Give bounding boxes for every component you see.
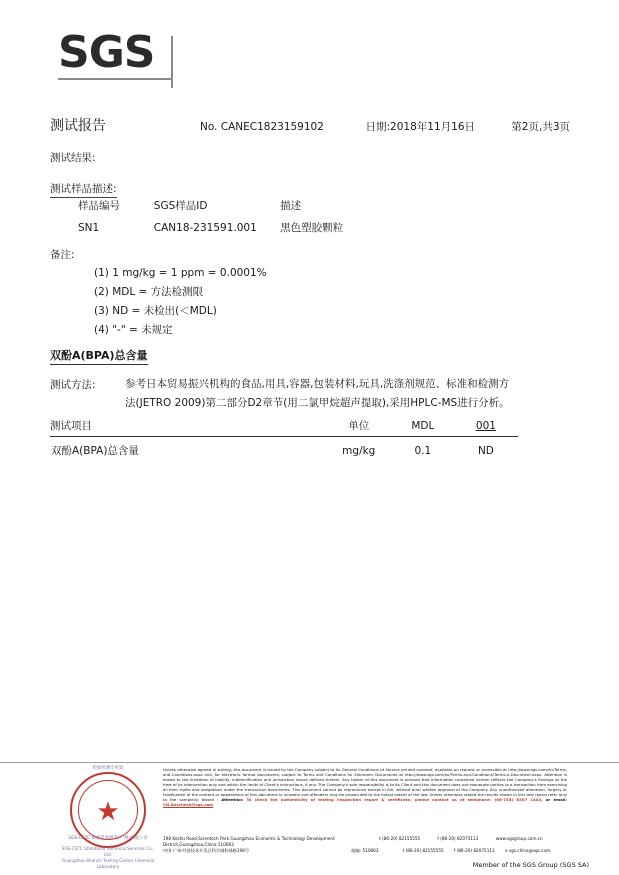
col-header-test-item: 测试项目	[50, 418, 326, 437]
website: www.sgsgroup.com.cn	[495, 836, 543, 841]
list-item: (4) "-" = 未规定	[94, 324, 173, 336]
sgs-logo-text: SGS	[58, 27, 155, 78]
logo-vertical-tick	[171, 36, 173, 88]
remarks-list	[94, 264, 267, 340]
col-header-mdl: MDL	[392, 418, 454, 437]
footer-legal-text	[163, 767, 567, 807]
attention-email-label: or email:	[545, 797, 567, 802]
col-header-description: 描述	[280, 200, 302, 212]
sgs-logo-block	[58, 27, 178, 80]
cell-description: 黑色塑胶颗粒	[280, 222, 344, 234]
logo-rule	[58, 78, 171, 80]
cell-sample-no: SN1	[78, 221, 100, 234]
table-header-row	[78, 198, 438, 220]
legal-paragraph: Unless otherwise agreed in writing, this document is issued by the Company subject to its General Conditions of Service printed overleaf, available on request or accessible at http://www.sgs.com/en/Terms-and-Conditions.aspx and, for electronic format documents, subject to Terms and Conditions for Electronic Documents at http://www.sgs.com/en/Terms-and-Conditions/Terms-e-Document.aspx. Attention is drawn to the limitation of liability, indemnification and jurisdiction issues defined therein. Any holder of this document is advised that information contained hereon reflects the Company's findings at the time of its intervention only and within the limits of Client's instructions, if any. The Company's sole responsibility is to its Client and this document does not exonerate parties to a transaction from exercising all their rights and obligations under the transaction documents. This document cannot be reproduced except in full, without prior written approval of the Company. Any unauthorized alteration, forgery or falsification of the content or appearance of this document is unlawful and offenders may be prosecuted to the fullest extent of the law. Unless otherwise stated the results shown in this test report refer only to the sample(s) tested .	[163, 767, 567, 802]
remarks-label: 备注:	[50, 249, 75, 261]
footer-member-text: Member of the SGS Group (SGS SA)	[472, 861, 589, 869]
col-header-sgs-id: SGS样品ID	[153, 200, 208, 212]
stamp-arc-top-text: 检验检测专用章	[92, 766, 124, 771]
tel-en: t (86-20) 82155555	[379, 836, 421, 841]
fax-en: f (86-20) 82075113	[437, 836, 479, 841]
bpa-section-heading: 双酚A(BPA)总含量	[50, 347, 148, 365]
attention-text: To check the authenticity of testing /inspection report & certificate, please contact us at telephone: (86-755) 8307 1443,	[246, 797, 543, 802]
address-row-en	[163, 836, 567, 848]
footer-divider	[0, 762, 619, 763]
sample-description-label: 测试样品描述:	[50, 181, 117, 198]
table-row	[50, 437, 518, 460]
bpa-result-table	[50, 418, 518, 459]
company-stamp	[61, 766, 155, 869]
col-header-unit: 单位	[326, 418, 392, 437]
star-icon: ★	[96, 797, 120, 827]
sample-description-table	[78, 198, 438, 235]
cell-sgs-id: CAN18-231591.001	[153, 221, 257, 234]
cell-mdl: 0.1	[414, 444, 432, 457]
tel-cn: t (86-20) 82155555	[402, 848, 444, 853]
fax-cn: f (86-20) 82075113	[453, 848, 495, 853]
list-item: (1) 1 mg/kg = 1 ppm = 0.0001%	[94, 267, 267, 279]
test-method-text	[125, 375, 525, 413]
attention-email: CN.Doccheck@sgs.com	[163, 802, 214, 807]
test-method-label: 测试方法:	[50, 379, 96, 391]
table-row	[78, 220, 438, 235]
page-title: 测试报告	[50, 118, 106, 134]
cell-result: ND	[477, 444, 494, 457]
col-header-sample-001: 001	[454, 418, 518, 437]
list-item: (3) ND = 未检出(＜MDL)	[94, 305, 217, 317]
stamp-caption	[58, 846, 158, 870]
stamp-caption-line-2: Guangzhou Branch Testing Center Chemical Laboratory	[61, 858, 155, 869]
attention-label: Attention:	[221, 797, 244, 802]
cell-unit: mg/kg	[342, 444, 376, 457]
method-line-1: 参考日本贸易振兴机构的食品,用具,容器,包装材料,玩具,洗涤剂规范、标准和检测方	[125, 378, 510, 390]
stamp-caption-line-1: SGS-CSTC Standards Technical Services Co., Ltd.	[61, 846, 155, 857]
method-line-2: 法(JETRO 2009)第二部分D2章节(用二氯甲烷超声提取),采用HPLC-MS进行分析。	[125, 397, 510, 409]
stamp-arc-bottom-text: SGS-CSTC 标准技术服务(广州)有限公司	[68, 836, 148, 841]
report-number: No. CANEC1823159102	[200, 121, 324, 133]
table-header-row	[50, 418, 518, 437]
postcode-cn: 邮编: 510663	[351, 848, 379, 853]
cell-test-item: 双酚A(BPA)总含量	[51, 445, 139, 457]
address-row-cn	[163, 848, 567, 854]
email-cn: e sgs.china@sgs.com	[505, 848, 551, 853]
test-results-label: 测试结果:	[50, 152, 96, 164]
col-header-sample-no: 样品编号	[78, 200, 120, 212]
address-en: 198 Kezhu Road,Scientech Park Guangzhou Economic & Technology Development District,Guangzhou,China 510663	[163, 836, 335, 847]
report-title-row	[50, 115, 570, 135]
footer-address-block	[163, 836, 567, 854]
page-indicator: 第2页,共3页	[511, 121, 570, 133]
address-cn	[163, 848, 347, 854]
list-item: (2) MDL = 方法检测限	[94, 286, 204, 298]
report-date: 日期:2018年11月16日	[365, 121, 475, 133]
address-cn-text: 中国·广州·经济技术开发区科学城科珠路198号	[163, 848, 250, 853]
